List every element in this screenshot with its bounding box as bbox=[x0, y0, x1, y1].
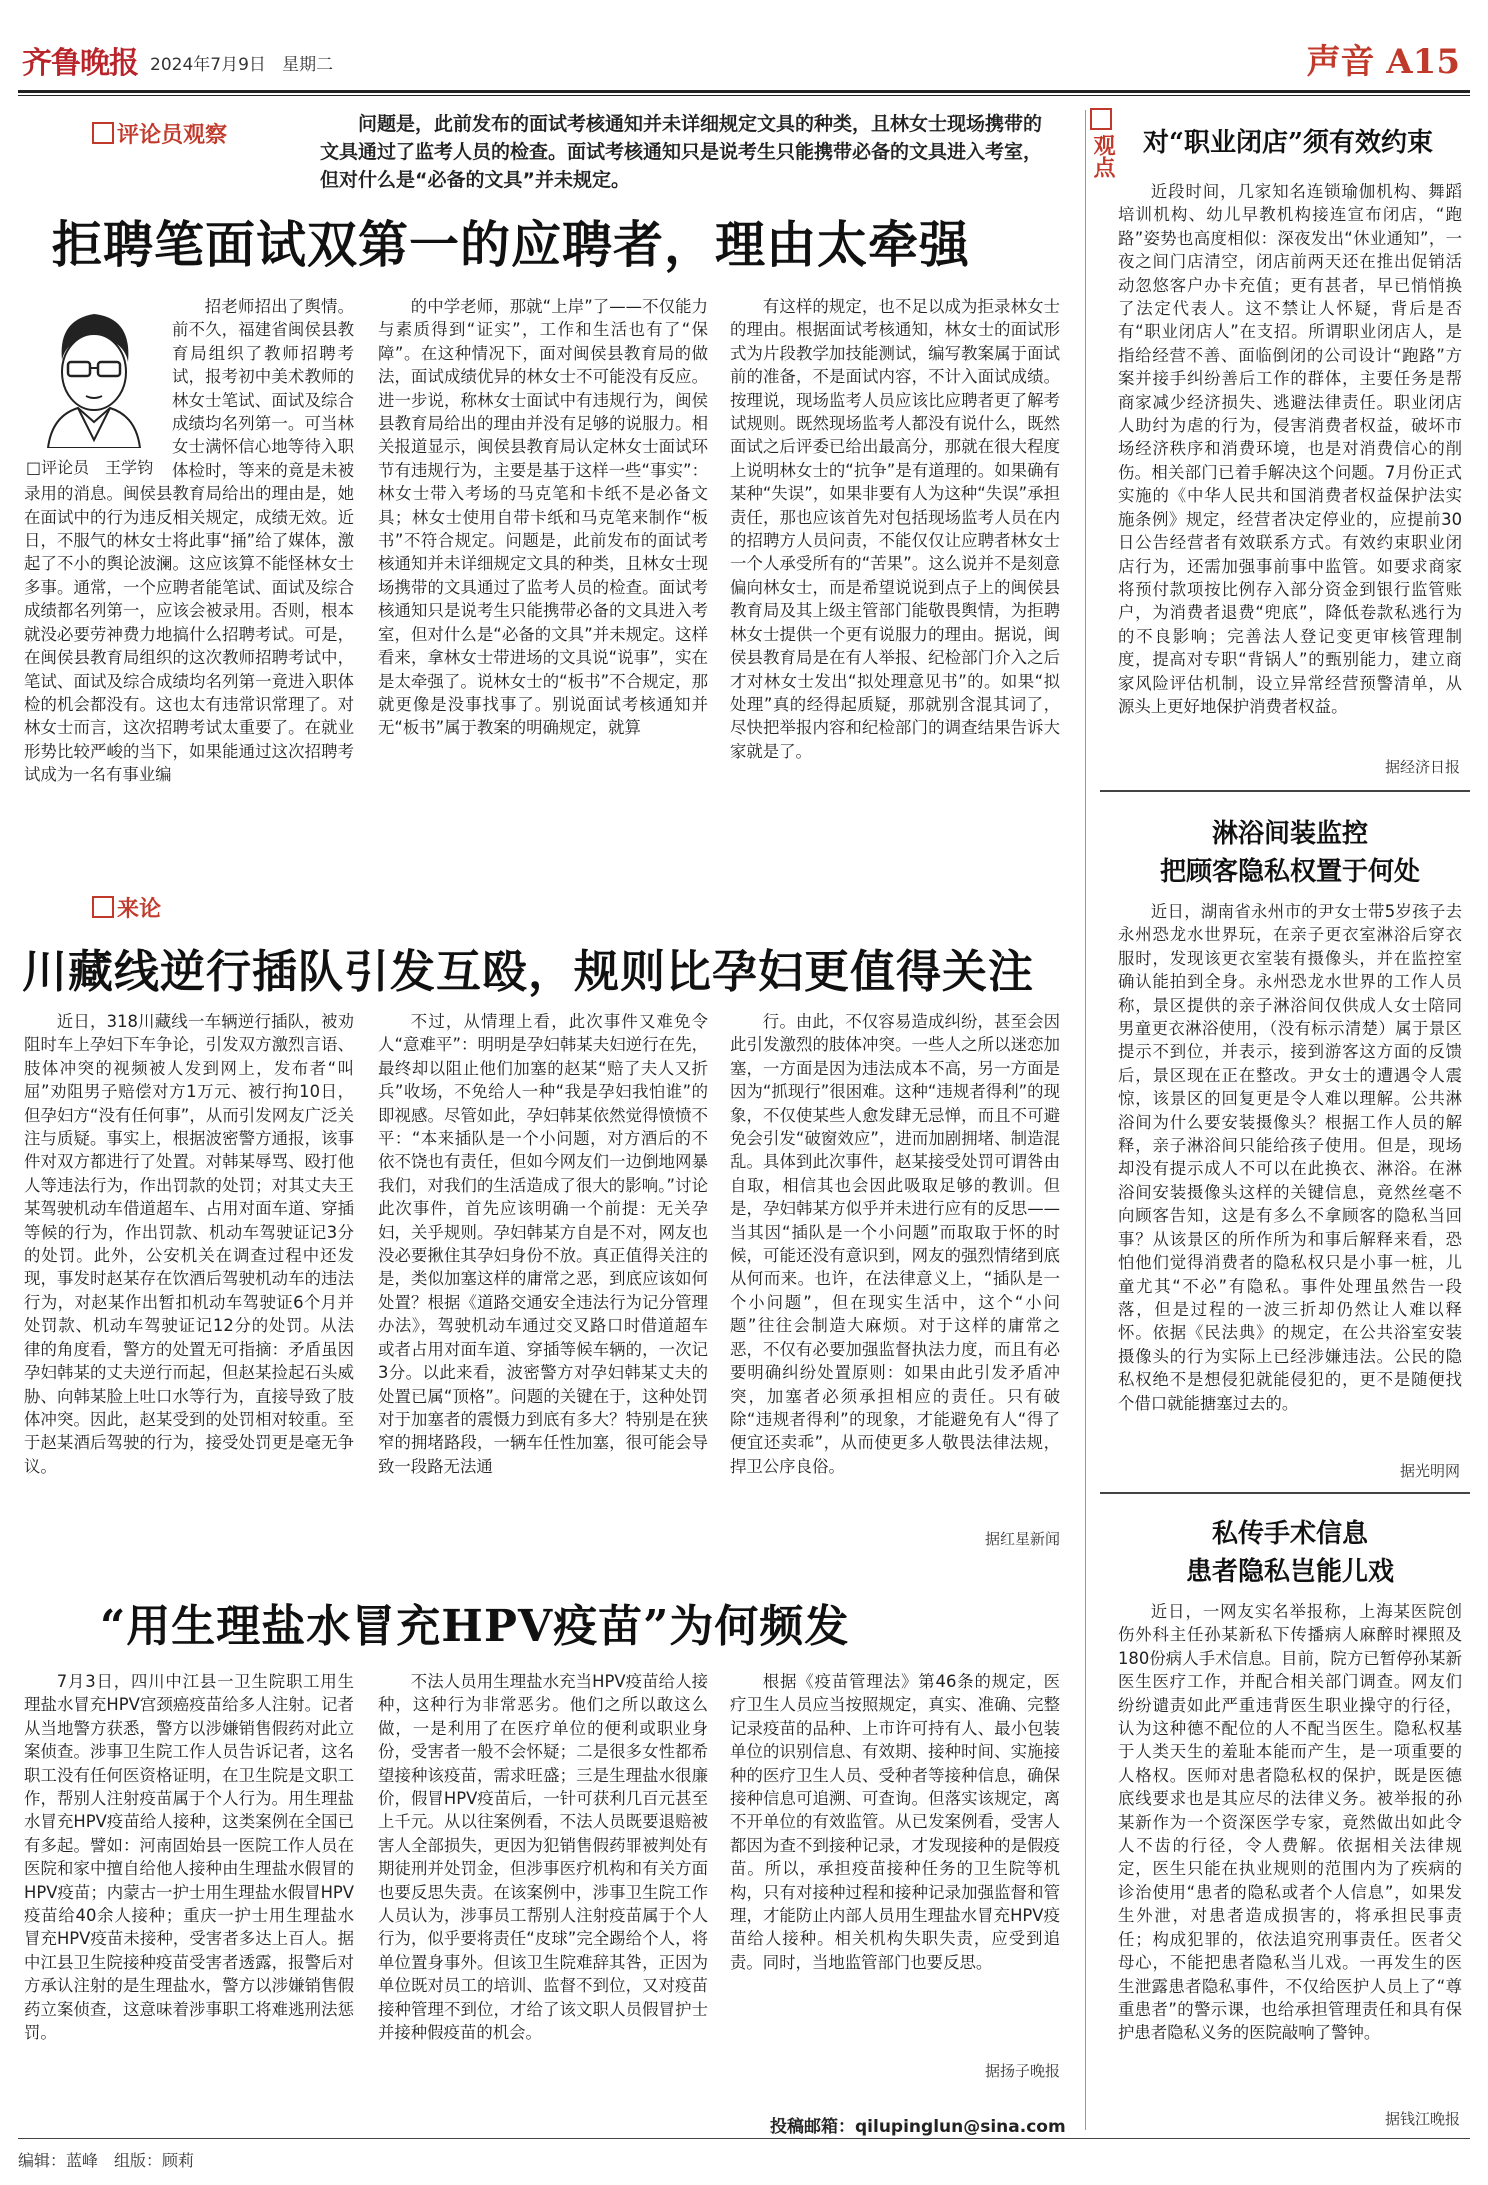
sidebar-a1-title: 对“职业闭店”须有效约束 bbox=[1143, 128, 1433, 158]
issue-date bbox=[150, 50, 333, 75]
editor-credits: 编辑：蓝峰 组版：顾莉 bbox=[18, 2151, 195, 2170]
article2-headline: 川藏线逆行插队引发互殴，规则比孕妇更值得关注 bbox=[22, 945, 1035, 998]
article3-col3: 根据《疫苗管理法》第46条的规定，医疗卫生人员应当按照规定，真实、准确、完整记录疫苗的品种、上市许可持有人、最小包装单位的识别信息、有效期、接种时间、实施接种的医疗卫生人员、受种者等接种信息，确保接种信息可追溯、可查询。但落实该规定，离不开单位的有效监管。从已发案例看，受害人都因为查不到接种记录，才发现接种的是假疫苗。所以，承担疫苗接种任务的卫生院等机构，只有对接种过程和接种记录加强监督和管理，才能防止内部人员用生理盐水冒充HPV疫苗给人接种。相关机构失职失责，应受到追责。同时，当地监管部门也要反思。 bbox=[730, 1672, 1060, 1972]
section-name: 声音 bbox=[1306, 42, 1375, 82]
tag-box-icon bbox=[92, 896, 114, 918]
sidebar-a3-source: 据钱江晚报 bbox=[1384, 2110, 1460, 2128]
article1-col2: 的中学老师，那就“上岸”了——不仅能力与素质得到“证实”，工作和生活也有了“保障”。在这种情况下，面对闽侯县教育局的做法，面试成绩优异的林女士不可能没有反应。进一步说，称林女士面试中有违规行为，闽侯县教育局给出的理由并没有足够的说服力。相关报道显示，闽侯县教育局认定林女士面试环节有违规行为，主要是基于这样一些“事实”：林女士带入考场的马克笔和卡纸不是必备文具；林女士使用自带卡纸和马克笔来制作“板书”不符合规定。问题是，此前发布的面试考核通知并未详细规定文具的种类，且林女士现场携带的文具通过了监考人员的检查。面试考核通知只是说考生只能携带必备的文具进入考室，但对什么是“必备的文具”并未规定。这样看来，拿林女士带进场的文具说“说事”，实在是太牵强了。说林女士的“板书”不合规定，那就更像是没事找事了。别说面试考核通知并无“板书”属于教案的明确规定，就算 bbox=[378, 297, 708, 738]
top-rule-thin bbox=[18, 95, 1470, 96]
weekday-text: 星期二 bbox=[282, 55, 334, 75]
newspaper-logo: 齐鲁晚报 bbox=[22, 46, 138, 81]
portrait-spacer bbox=[24, 295, 172, 467]
article2-col2: 不过，从情理上看，此次事件又难免令人“意难平”：明明是孕妇韩某夫妇逆行在先，最终却以阻止他们加塞的赵某“赔了夫人又折兵”收场，不免给人一种“我是孕妇我怕谁”的即视感。尽管如此，孕妇韩某依然觉得愤愤不平：“本来插队是一个小问题，对方酒后的不依不饶也有责任，但如今网友们一边倒地网暴我们，对我们的生活造成了很大的影响。”讨论此次事件，首先应该明确一个前提：无关孕妇，关乎规则。孕妇韩某方自是不对，网友也没必要揪住其孕妇身份不放。真正值得关注的是，类似加塞这样的庸常之恶，到底应该如何处置？根据《道路交通安全违法行为记分管理办法》，驾驶机动车通过交叉路口时借道超车或者占用对面车道、穿插等候车辆的，一次记3分。以此来看，波密警方对孕妇韩某丈夫的处置已属“顶格”。问题的关键在于，这种处罚对于加塞者的震慑力到底有多大？特别是在狭窄的拥堵路段，一辆车任性加塞，很可能会导致一段路无法通 bbox=[378, 1012, 708, 1476]
article3-col2: 不法人员用生理盐水充当HPV疫苗给人接种，这种行为非常恶劣。他们之所以敢这么做，一是利用了在医疗单位的便利或职业身份，受害者一般不会怀疑；二是很多女性都希望接种该疫苗，需求旺盛；三是生理盐水很廉价，假冒HPV疫苗后，一针可获利几百元甚至上千元。从以往案例看，不法人员既要退赔被害人全部损失，更因为犯销售假药罪被判处有期徒刑并处罚金，但涉事医疗机构和有关方面也要反思失责。在该案例中，涉事卫生院工作人员认为，涉事员工帮别人注射疫苗属于个人行为，似乎要将责任“皮球”完全踢给个人，将单位置身事外。但该卫生院难辞其咎，正因为单位既对员工的培训、监督不到位，又对疫苗接种管理不到位，才给了该文职人员假冒护士并接种假疫苗的机会。 bbox=[378, 1672, 708, 2043]
tag-box-icon bbox=[92, 122, 114, 144]
sidebar-a2-source: 据光明网 bbox=[1399, 1462, 1460, 1480]
top-rule bbox=[18, 90, 1470, 93]
article3-source: 据扬子晚报 bbox=[984, 2062, 1060, 2080]
sidebar-a3-title: 私传手术信息 患者隐私岂能儿戏 bbox=[1185, 1519, 1394, 1587]
article1-headline: 拒聘笔面试双第一的应聘者，理由太牵强 bbox=[52, 215, 970, 274]
sidebar-a1-source: 据经济日报 bbox=[1384, 758, 1460, 776]
sidebar-a2-title: 淋浴间装监控 把顾客隐私权置于何处 bbox=[1159, 819, 1420, 887]
article2-source: 据红星新闻 bbox=[984, 1530, 1060, 1548]
article2-col3: 行。由此，不仅容易造成纠纷，甚至会因此引发激烈的肢体冲突。一些人之所以迷恋加塞，一方面是因为违法成本不高，另一方面是因为“抓现行”很困难。这种“违规者得利”的现象，不仅使某些人愈发肆无忌惮，而且不可避免会引发“破窗效应”，进而加剧拥堵、制造混乱。具体到此次事件，赵某接受处罚可谓咎由自取，相信其也会因此吸取足够的教训。但是，孕妇韩某方似乎并未进行应有的反思——当其因“插队是一个小问题”而取取于怀的时候，可能还没有意识到，网友的强烈情绪到底从何而来。也许，在法律意义上，“插队是一个小问题”，但在现实生活中，这个“小问题”往往会制造大麻烦。对于这样的庸常之恶，不仅有必要加强监督执法力度，而且有必要明确纠纷处置原则：如果由此引发矛盾冲突，加塞者必须承担相应的责任。只有破除“违规者得利”的现象，才能避免有人“得了便宜还卖乖”，从而使更多人敬畏法律法规，捍卫公序良俗。 bbox=[730, 1012, 1060, 1476]
sidebar-a3-body: 近日，一网友实名举报称，上海某医院创伤外科主任孙某新私下传播病人麻醉时裸照及180份病人手术信息。目前，院方已暂停孙某新医生医疗工作，并配合相关部门调查。网友们纷纷谴责如此严重违背医生职业操守的行径，认为这种德不配位的人不配当医生。隐私权基于人类天生的羞耻本能而产生，是一项重要的人格权。医师对患者隐私权的保护，既是医德底线要求也是其应尽的法律义务。被举报的孙某新作为一个资深医学专家，竟然做出如此令人不齿的行径，令人费解。依据相关法律规定，医生只能在执业规则的范围内为了疾病的诊治使用“患者的隐私或者个人信息”，如果发生外泄，对患者造成损害的，将承担民事责任；构成犯罪的，依法追究刑事责任。医者父母心，不能把患者隐私当儿戏。一再发生的医生泄露患者隐私事件，不仅给医护人员上了“尊重患者”的警示课，也给承担管理责任和具有保护患者隐私义务的医院敲响了警钟。 bbox=[1118, 1602, 1462, 2043]
article1-col1: 招老师招出了舆情。前不久，福建省闽侯县教育局组织了教师招聘考试，报考初中美术教师的林女士笔试、面试及综合成绩均名列第一。可当林女士满怀信心地等待入职体检时，等来的竟是未被录用的消息。闽侯县教育局给出的理由是，她在面试中的行为违反相关规定，成绩无效。近日，不服气的林女士将此事“捅”给了媒体，激起了不小的舆论波澜。这应该算不能怪林女士多事。通常，一个应聘者能笔试、面试及综合成绩都名列第一，应该会被录用。否则，根本就没必要劳神费力地搞什么招聘考试。可是，在闽侯县教育局组织的这次教师招聘考试中，笔试、面试及综合成绩均名列第一竟进入职体检的机会都没有。这也太有违常识常理了。对林女士而言，这次招聘考试太重要了。在就业形势比较严峻的当下，如果能通过这次招聘考试成为一名有事业编 bbox=[24, 297, 354, 785]
article2-col1: 近日，318川藏线一车辆逆行插队，被劝阻时车上孕妇下车争论，引发双方激烈言语、肢体冲突的视频被人发到网上，发布者“叫屈”劝阻男子赔偿对方1万元、被行拘10日，但孕妇方“没有任何事”，从而引发网友广泛关注与质疑。事实上，根据波密警方通报，该事件对双方都进行了处置。对韩某辱骂、殴打他人等违法行为，作出罚款的处罚；对其丈夫王某驾驶机动车借道超车、占用对面车道、穿插等候的行为，作出罚款、机动车驾驶证记3分的处罚。此外，公安机关在调查过程中还发现，事发时赵某存在饮酒后驾驶机动车的违法行为，对赵某作出暂扣机动车驾驶证6个月并处罚款、机动车驾驶证记12分的处罚。从法律的角度看，警方的处置无可指摘：矛盾虽因孕妇韩某的丈夫逆行而起，但赵某捡起石头威胁、向韩某脸上吐口水等行为，直接导致了肢体冲突。因此，赵某受到的处罚相对较重。至于赵某酒后驾驶的行为，接受处罚更是毫无争议。 bbox=[24, 1012, 354, 1476]
section-label bbox=[1306, 34, 1460, 83]
sidebar-divider bbox=[1100, 790, 1470, 792]
article2-tag: 来论 bbox=[92, 892, 161, 923]
submission-email: 投稿邮箱：qilupinglun@sina.com bbox=[770, 2117, 1066, 2137]
sidebar-a1-body: 近段时间，几家知名连锁瑜伽机构、舞蹈培训机构、幼儿早教机构接连宣布闭店，“跑路”姿势也高度相似：深夜发出“休业通知”，一夜之间门店清空，闭店前两天还在推出促销活动忽悠客户办卡充值；更有甚者，早已悄悄换了法定代表人。这不禁让人怀疑，背后是否有“职业闭店人”在支招。所谓职业闭店人，是指给经营不善、面临倒闭的公司设计“跑路”方案并接手纠纷善后工作的群体，主要任务是帮商家减少经济损失、逃避法律责任。职业闭店人助纣为虐的行为，侵害消费者权益，破坏市场经济秩序和消费环境，也是对消费信心的削伤。相关部门已着手解决这个问题。7月份正式实施的《中华人民共和国消费者权益保护法实施条例》规定，经营者决定停业的，应提前30日公告经营者有效联系方式。有效约束职业闭店行为，还需加强事前事中监管。如要求商家将预付款项按比例存入部分资金到银行监管账户，为消费者退费“兜底”，降低卷款私逃行为的不良影响；完善法人登记变更审核管理制度，提高对专职“背锅人”的甄别能力，建立商家风险评估机制，设立异常经营预警清单，从源头上更好地保护消费者权益。 bbox=[1118, 182, 1462, 716]
article3-col1: 7月3日，四川中江县一卫生院职工用生理盐水冒充HPV宫颈癌疫苗给多人注射。记者从当地警方获悉，警方以涉嫌销售假药对此立案侦查。涉事卫生院工作人员告诉记者，这名职工没有任何医资格证明，在卫生院是文职工作，帮别人注射疫苗属于个人行为。用生理盐水冒充HPV疫苗给人接种，这类案例在全国已有多起。譬如：河南固始县一医院工作人员在医院和家中擅自给他人接种由生理盐水假冒的HPV疫苗；内蒙古一护士用生理盐水假冒HPV疫苗给40余人接种；重庆一护士用生理盐水冒充HPV疫苗未接种，受害者多达上百人。据中江县卫生院接种疫苗受害者透露，报警后对方承认注射的是生理盐水，警方以涉嫌销售假药立案侦查，这意味着涉事职工将难逃刑法惩罚。 bbox=[24, 1672, 354, 2043]
page-number: A15 bbox=[1386, 42, 1460, 82]
footer-rule bbox=[18, 2138, 1470, 2139]
column-divider bbox=[1085, 110, 1086, 2130]
article1-col3: 有这样的规定，也不足以成为拒录林女士的理由。根据面试考核通知，林女士的面试形式为片段教学加技能测试，编写教案属于面试前的准备，不是面试内容，不计入面试成绩。按理说，现场监考人员应该比应聘者更了解考试规则。既然现场监考人都没有说什么，既然面试之后评委已给出最高分，那就在很大程度上说明林女士的“抗争”是有道理的。如果确有某种“失误”，如果非要有人为这种“失误”承担责任，那也应该首先对包括现场监考人员在内的招聘方人员问责，不能仅仅让应聘者林女士一个人承受所有的“苦果”。这么说并不是刻意偏向林女士，而是希望说说到点子上的闽侯县教育局及其上级主管部门能敬畏舆情，为拒聘林女士提供一个更有说服力的理由。据说，闽侯县教育局是在有人举报、纪检部门介入之后才对林女士发出“拟处理意见书”的。如果“拟处理”真的经得起质疑，那就别含混其词了，尽快把举报内容和纪检部门的调查结果告诉大家就是了。 bbox=[730, 297, 1060, 761]
date-text: 2024年7月9日 bbox=[150, 55, 266, 75]
tag-box-icon bbox=[1090, 108, 1112, 130]
article3-headline: “用生理盐水冒充HPV疫苗”为何频发 bbox=[100, 1601, 850, 1652]
article1-lead: 问题是，此前发布的面试考核通知并未详细规定文具的种类，且林女士现场携带的文具通过了监考人员的检查。面试考核通知只是说考生只能携带必备的文具进入考室，但对什么是“必备的文具”并未规定。 bbox=[320, 113, 1043, 191]
sidebar-a2-body: 近日，湖南省永州市的尹女士带5岁孩子去永州恐龙水世界玩，在亲子更衣室淋浴后穿衣服时，发现该更衣室装有摄像头，并在监控室确认能拍到全身。永州恐龙水世界的工作人员称，景区提供的亲子淋浴间仅供成人女士陪同男童更衣淋浴使用，（没有标示清楚）属于景区提示不到位，并表示，接到游客这方面的反馈后，景区现在正在整改。尹女士的遭遇令人震惊，该景区的回复更是令人难以理解。公共淋浴间为什么要安装摄像头？根据工作人员的解释，亲子淋浴间只能给孩子使用。但是，现场却没有提示成人不可以在此换衣、淋浴。在淋浴间安装摄像头这样的关键信息，竟然丝毫不向顾客告知，这是有多么不拿顾客的隐私当回事？从该景区的所作所为和事后解释来看，恐怕他们觉得消费者的隐私权只是小事一桩，儿童尤其“不必”有隐私。事件处理虽然告一段落，但是过程的一波三折却仍然让人难以释怀。依据《民法典》的规定，在公共浴室安装摄像头的行为实际上已经涉嫌违法。公民的隐私权绝不是想侵犯就能侵犯的，更不是随便找个借口就能搪塞过去的。 bbox=[1118, 902, 1462, 1413]
article1-author: □评论员 王学钧 bbox=[26, 458, 154, 477]
sidebar-divider bbox=[1100, 1492, 1470, 1494]
article1-tag: 评论员观察 bbox=[92, 118, 227, 149]
sidebar-tag: 观点 bbox=[1090, 108, 1112, 178]
